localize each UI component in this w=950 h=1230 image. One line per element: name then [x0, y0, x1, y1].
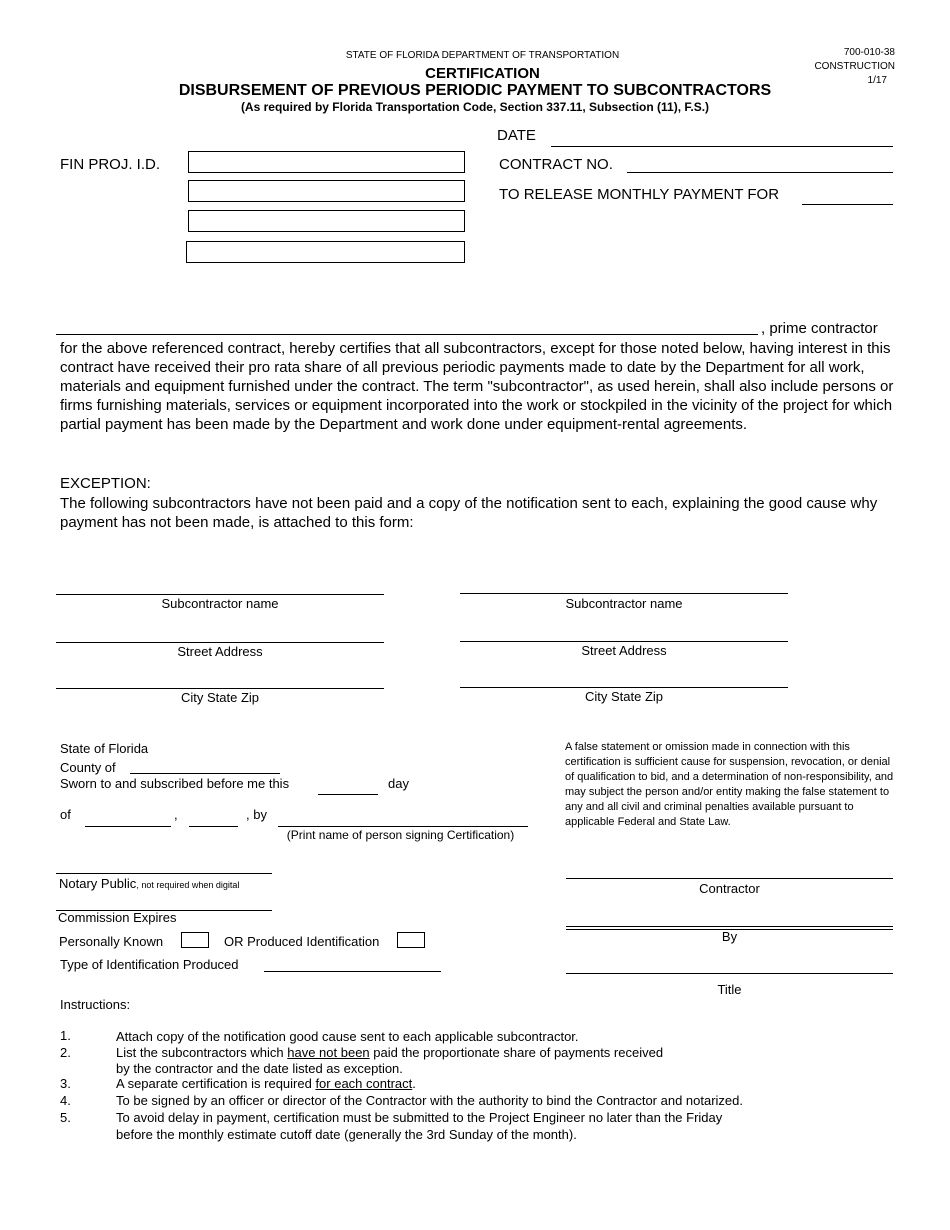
commission-expires-label: Commission Expires: [58, 910, 177, 925]
subcontractor-1-city-label: City State Zip: [180, 690, 260, 705]
instruction-2-text: [116, 1045, 663, 1060]
fin-proj-id-field-1[interactable]: [188, 151, 465, 173]
date-field[interactable]: [551, 146, 893, 147]
by-label: , by: [246, 807, 267, 822]
subcontractor-2-city-label: City State Zip: [584, 689, 664, 704]
form-revision: 1/17: [867, 75, 887, 86]
signer-name-field[interactable]: [278, 826, 528, 827]
instruction-5-number: 5.: [60, 1110, 71, 1125]
instruction-3-pre: A separate certification is required: [116, 1076, 316, 1091]
subcontractor-1-name-label: Subcontractor name: [161, 596, 279, 611]
instruction-3-text: [116, 1076, 416, 1091]
release-payment-label: TO RELEASE MONTHLY PAYMENT FOR: [499, 186, 780, 203]
subcontractor-1-street-field[interactable]: [56, 642, 384, 643]
form-identifier: [800, 46, 895, 88]
instructions-heading: Instructions:: [60, 997, 131, 1012]
instruction-3-emphasis: for each contract: [315, 1076, 413, 1091]
form-title: CERTIFICATION: [425, 65, 540, 82]
contract-no-label: CONTRACT NO.: [499, 156, 613, 173]
of-label: of: [60, 807, 71, 822]
instruction-5-continued: before the monthly estimate cutoff date (generally the 3rd Sunday of the month).: [116, 1127, 577, 1142]
title-label: Title: [717, 982, 742, 997]
personally-known-label: Personally Known: [59, 934, 164, 949]
instruction-1-text: Attach copy of the notification good cause sent to each applicable subcontractor.: [116, 1029, 579, 1044]
date-label: DATE: [497, 127, 536, 144]
by-label: By: [721, 929, 738, 944]
subcontractor-2-name-field[interactable]: [460, 593, 788, 594]
id-type-field[interactable]: [264, 971, 441, 972]
personally-known-checkbox[interactable]: [181, 932, 209, 948]
subcontractor-2-street-field[interactable]: [460, 641, 788, 642]
form-category: CONSTRUCTION: [814, 61, 895, 72]
exception-heading: EXCEPTION:: [60, 475, 151, 492]
subcontractor-1-city-field[interactable]: [56, 688, 384, 689]
subcontractor-2-city-field[interactable]: [460, 687, 788, 688]
month-field[interactable]: [85, 826, 171, 827]
contractor-signature-field[interactable]: [566, 878, 893, 879]
instruction-1-number: 1.: [60, 1028, 71, 1043]
instruction-4-number: 4.: [60, 1093, 71, 1108]
release-payment-field[interactable]: [802, 204, 893, 205]
certification-text: for the above referenced contract, hereby certifies that all subcontractors, except for those noted below, having interest in this contract have received their pro rata share of all previous periodic payments made to date by the Department for all work, materials and equipment furnished under the contract. The term "subcontractor", as used herein, shall also include persons or firms furnishing materials, services or equipment incorporated into the work or stockpiled in the vicinity of the project for which partial payment has been made by the Department and work done under equipment-rental agreements.: [60, 340, 894, 433]
subcontractor-1-name-field[interactable]: [56, 594, 384, 595]
form-subtitle: DISBURSEMENT OF PREVIOUS PERIODIC PAYMENT TO SUBCONTRACTORS: [178, 82, 772, 99]
instruction-2-post: paid the proportionate share of payments received: [369, 1045, 664, 1060]
instruction-5-text: To avoid delay in payment, certification must be submitted to the Project Engineer no later than the Friday: [116, 1110, 723, 1125]
instruction-2-number: 2.: [60, 1045, 71, 1060]
title-field[interactable]: [566, 973, 893, 974]
instruction-2-emphasis: have not been: [287, 1045, 370, 1060]
statute-reference: (As required by Florida Transportation Code, Section 337.11, Subsection (11), F.S.): [240, 100, 710, 114]
instruction-3-post: .: [412, 1076, 416, 1091]
state-label: State of Florida: [60, 741, 149, 756]
instruction-4-text: To be signed by an officer or director of the Contractor with the authority to bind the Contractor and notarized.: [116, 1093, 744, 1108]
produced-id-label: OR Produced Identification: [224, 934, 380, 949]
fin-proj-id-field-2[interactable]: [188, 180, 465, 202]
notary-public-text: Notary Public: [59, 876, 137, 891]
subcontractor-2-name-label: Subcontractor name: [565, 596, 683, 611]
county-field[interactable]: [130, 773, 280, 774]
subcontractor-2-street-label: Street Address: [581, 643, 667, 658]
sworn-label: Sworn to and subscribed before me this: [60, 776, 290, 791]
fin-proj-id-field-4[interactable]: [186, 241, 465, 263]
exception-text: The following subcontractors have not been paid and a copy of the notification sent to each, explaining the good cause why payment has not been made, is attached to this form:: [60, 495, 878, 531]
form-number: 700-010-38: [843, 47, 895, 58]
agency-name: STATE OF FLORIDA DEPARTMENT OF TRANSPORTATION: [345, 50, 620, 61]
instruction-2-pre: List the subcontractors which: [116, 1045, 288, 1060]
instruction-3-number: 3.: [60, 1076, 71, 1091]
false-statement-warning: A false statement or omission made in connection with this certification is sufficient cause for suspension, revocation, or denial of qualification to bid, and a determination of non-responsibility, and may subject the person and/or entity making the false statement to any and all civil and criminal penalties available pursuant to applicable Federal and State Law.: [565, 741, 894, 828]
fin-proj-label: FIN PROJ. I.D.: [60, 156, 161, 173]
fin-proj-id-field-3[interactable]: [188, 210, 465, 232]
day-field[interactable]: [318, 794, 378, 795]
prime-contractor-label: , prime contractor: [761, 320, 878, 337]
contractor-label: Contractor: [699, 881, 760, 896]
not-required-note: , not required when digital: [136, 880, 240, 890]
by-signature-field[interactable]: [566, 926, 893, 927]
print-name-label: (Print name of person signing Certification): [286, 828, 515, 842]
subcontractor-1-street-label: Street Address: [177, 644, 263, 659]
county-label: County of: [60, 760, 116, 775]
notary-public-field[interactable]: [56, 873, 272, 874]
notary-public-label: [59, 875, 239, 893]
year-field[interactable]: [189, 826, 238, 827]
comma-separator: ,: [174, 807, 178, 822]
prime-contractor-field[interactable]: [56, 334, 758, 335]
id-type-label: Type of Identification Produced: [60, 957, 239, 972]
day-label: day: [388, 776, 409, 791]
produced-id-checkbox[interactable]: [397, 932, 425, 948]
contract-no-field[interactable]: [627, 172, 893, 173]
instruction-2-continued: by the contractor and the date listed as exception.: [116, 1061, 403, 1076]
